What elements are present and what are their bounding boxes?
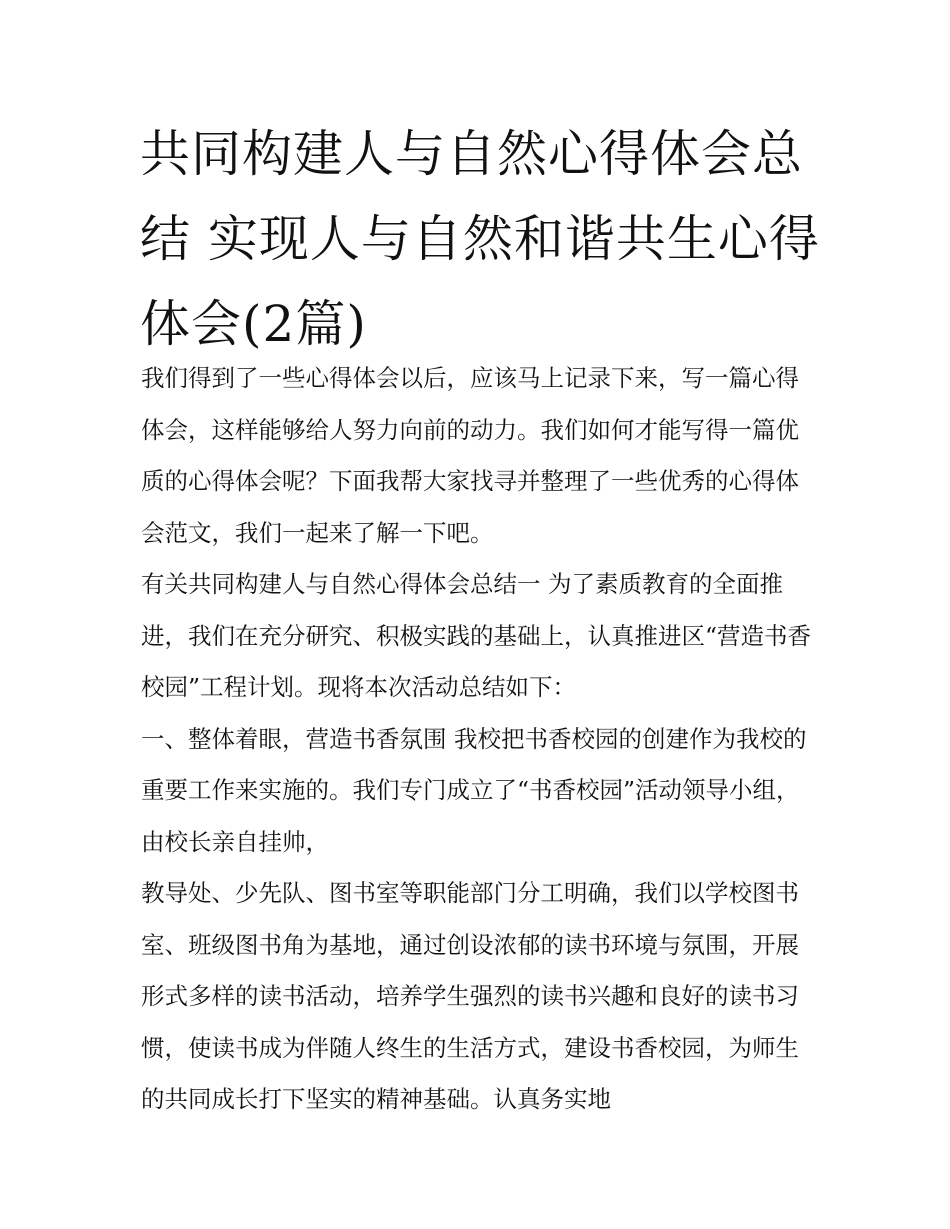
document-title: 共同构建人与自然心得体会总结 实现人与自然和谐共生心得体会(2篇) [140,125,820,353]
document-body [141,353,821,1126]
paragraph-intro: 我们得到了一些心得体会以后，应该马上记录下来，写一篇心得体会，这样能够给人努力向前的动力。我们如何才能写得一篇优质的心得体会呢？下面我帮大家找寻并整理了一些优秀的心得体会范文，我们一起来了解一下吧。 [141,364,799,547]
paragraph-summary-one: 有关共同构建人与自然心得体会总结一 为了素质教育的全面推进，我们在充分研究、积极实践的基础上，认真推进区“营造书香校园”工程计划。现将本次活动总结如下： [141,570,812,701]
paragraph-section-one-detail: 教导处、少先队、图书室等职能部门分工明确，我们以学校图书室、班级图书角为基地，通过创设浓郁的读书环境与氛围，开展形式多样的读书活动，培养学生强烈的读书兴趣和良好的读书习惯，使读书成为伴随人终生的生活方式，建设书香校园，为师生的共同成长打下坚实的精神基础。认真务实地 [141,879,799,1113]
paragraph-section-one: 一、整体着眼，营造书香氛围 我校把书香校园的创建作为我校的重要工作来实施的。我们专门成立了“书香校园”活动领导小组，由校长亲自挂帅， [141,724,807,856]
